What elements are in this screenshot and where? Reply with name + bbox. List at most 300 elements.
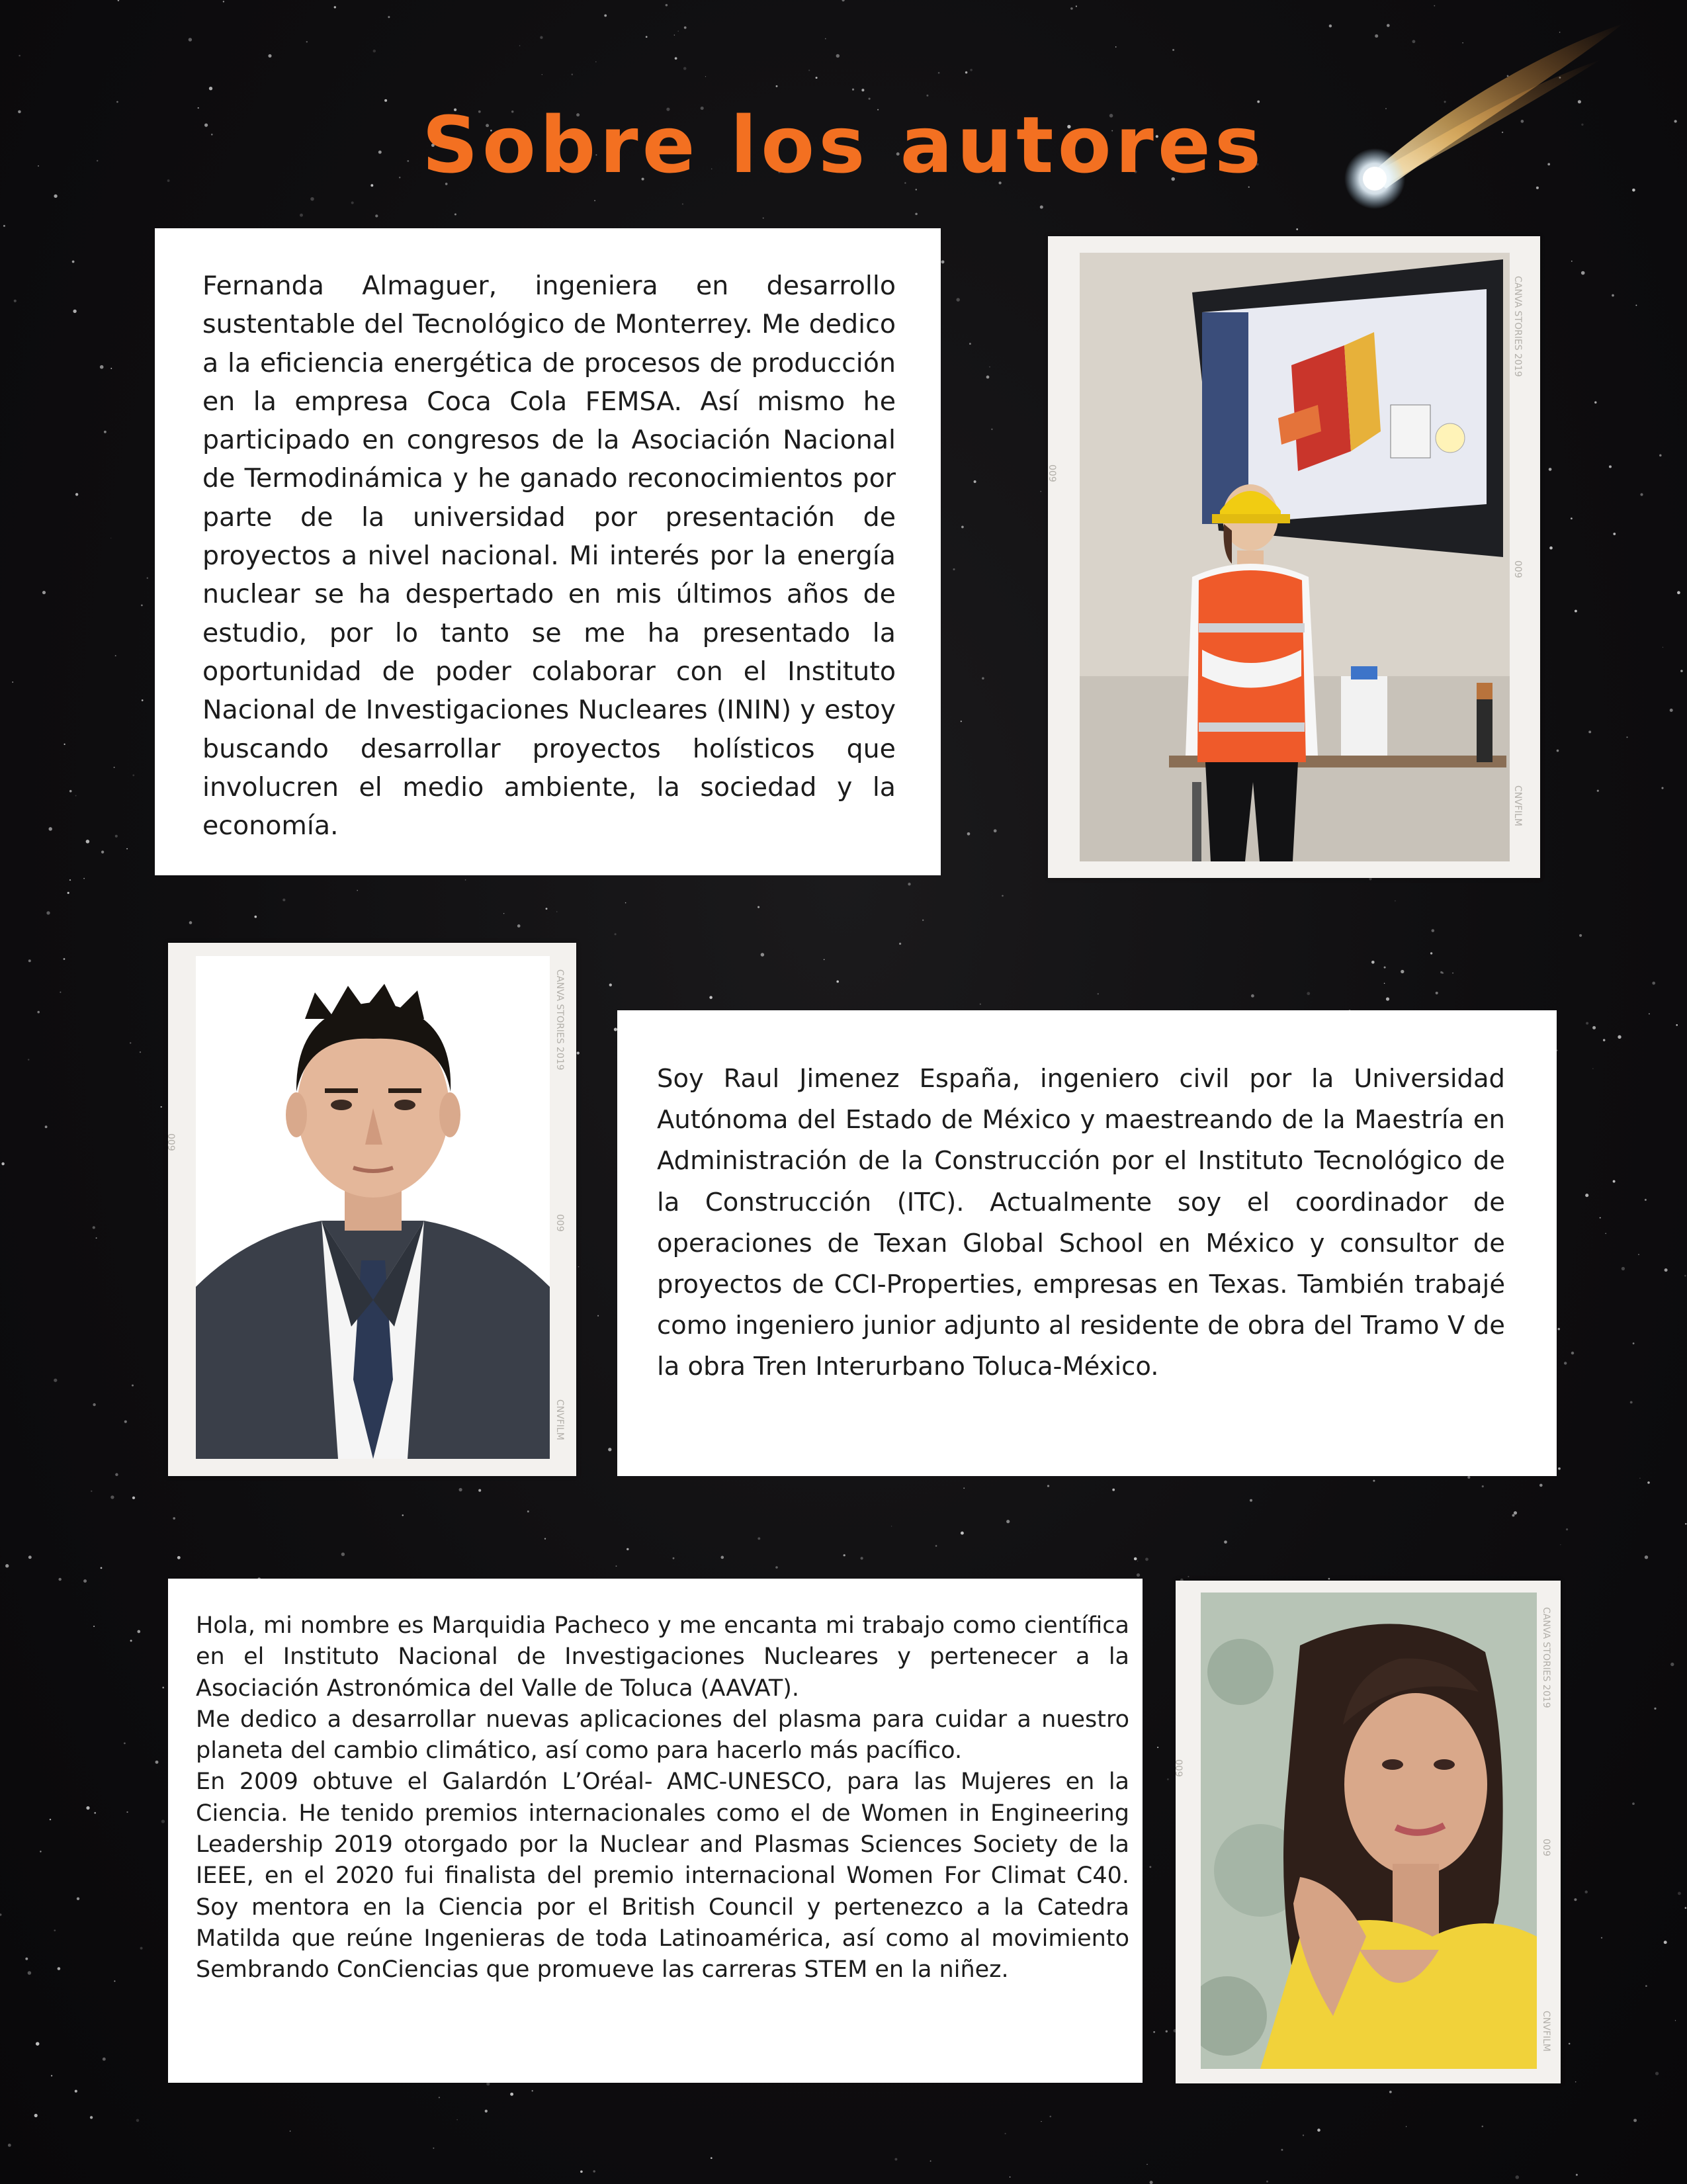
star bbox=[1612, 294, 1614, 297]
star bbox=[28, 1555, 32, 1559]
star bbox=[1146, 2164, 1147, 2165]
star bbox=[130, 1639, 132, 1641]
star bbox=[1665, 1268, 1668, 1272]
film-edge-label: 009 bbox=[1541, 1839, 1551, 1856]
star bbox=[209, 87, 212, 90]
bio-paragraph: Me dedico a desarrollar nuevas aplicaciones del plasma para cuidar a nuestro planeta del cambio climático, así como para hacerlo más pacífico. bbox=[196, 1706, 1129, 1765]
star bbox=[1317, 2128, 1320, 2132]
film-edge-label: CANVA STORIES 2019 bbox=[1512, 276, 1523, 377]
star bbox=[974, 480, 976, 483]
star bbox=[616, 1565, 617, 1567]
star bbox=[1654, 1708, 1656, 1710]
star bbox=[1639, 1478, 1640, 1479]
star bbox=[1685, 1907, 1687, 1909]
star bbox=[986, 376, 990, 379]
star bbox=[130, 1042, 131, 1043]
star bbox=[673, 1557, 675, 1559]
author-photo bbox=[1048, 236, 1540, 878]
bio-paragraph: Soy Raul Jimenez España, ingeniero civil por la Universidad Autónoma del Estado de México y maestreando de la Maestría en Administración de la Construcción por el Instituto Tecnológico de la Construcción (ITC). Actualmente soy el coordinador de operaciones de Texan Global School en México y consultor de proyectos de CCI-Properties, empresas en Texas. También trabajé como ingeniero junior adjunto al residente de obra del Tramo V de la obra Tren Interurbano Toluca-México. bbox=[657, 1064, 1505, 1382]
star bbox=[1584, 1890, 1587, 1893]
star bbox=[961, 526, 964, 529]
star bbox=[28, 1971, 32, 1975]
star bbox=[46, 911, 50, 914]
star bbox=[842, 0, 844, 1]
star bbox=[1645, 1985, 1647, 1987]
star bbox=[1571, 1352, 1574, 1354]
star bbox=[454, 214, 456, 216]
star bbox=[578, 1266, 580, 1268]
star bbox=[625, 902, 627, 904]
star bbox=[19, 55, 21, 57]
star bbox=[852, 89, 854, 91]
star bbox=[1250, 1499, 1252, 1502]
star bbox=[45, 1125, 48, 1128]
star bbox=[1664, 1941, 1667, 1944]
star bbox=[1575, 610, 1577, 613]
star bbox=[1647, 1481, 1650, 1484]
star bbox=[1137, 1573, 1140, 1577]
star bbox=[1649, 1014, 1650, 1015]
star bbox=[1585, 1194, 1588, 1197]
star bbox=[375, 214, 378, 217]
star bbox=[836, 54, 840, 58]
star bbox=[147, 578, 148, 579]
star bbox=[140, 1947, 143, 1950]
star bbox=[1371, 961, 1375, 964]
star bbox=[666, 4, 668, 7]
star bbox=[75, 2090, 77, 2093]
star bbox=[28, 959, 31, 962]
star bbox=[1630, 1401, 1633, 1404]
star bbox=[1685, 1523, 1686, 1524]
film-edge-label: 009 bbox=[1173, 1759, 1184, 1777]
film-edge-label: 009 bbox=[554, 1214, 565, 1232]
star bbox=[763, 218, 764, 219]
star bbox=[1571, 261, 1573, 262]
star bbox=[1145, 1557, 1148, 1561]
star bbox=[1618, 1035, 1621, 1039]
star bbox=[1512, 1514, 1515, 1516]
star bbox=[114, 1980, 115, 1982]
star bbox=[100, 365, 104, 369]
star bbox=[189, 921, 193, 924]
star bbox=[115, 655, 116, 656]
star bbox=[58, 1967, 61, 1970]
star bbox=[1516, 2175, 1520, 2179]
star bbox=[646, 36, 648, 38]
star bbox=[177, 1556, 181, 1559]
star bbox=[899, 943, 901, 945]
star bbox=[93, 1403, 95, 1406]
star bbox=[1467, 1476, 1470, 1479]
star bbox=[953, 568, 955, 570]
star bbox=[1560, 1544, 1561, 1545]
star bbox=[93, 1626, 95, 1627]
star bbox=[1661, 787, 1663, 789]
star bbox=[1047, 1485, 1049, 1487]
star bbox=[126, 848, 128, 850]
star bbox=[705, 76, 706, 77]
star bbox=[1172, 49, 1174, 51]
star bbox=[69, 790, 72, 793]
star bbox=[1115, 46, 1117, 48]
star bbox=[101, 851, 104, 853]
star bbox=[709, 996, 713, 999]
star bbox=[517, 924, 521, 928]
star bbox=[1040, 206, 1043, 209]
film-edge-label: CNVFILM bbox=[554, 1399, 565, 1440]
star bbox=[1070, 7, 1073, 10]
star bbox=[1050, 2116, 1052, 2118]
star bbox=[1678, 1892, 1681, 1895]
star bbox=[132, 1384, 134, 1386]
star bbox=[1389, 2091, 1392, 2093]
star bbox=[73, 310, 76, 313]
star bbox=[1436, 992, 1438, 994]
star bbox=[101, 1567, 103, 1569]
star bbox=[1166, 2031, 1168, 2032]
star bbox=[1558, 1467, 1561, 1470]
star bbox=[1633, 2118, 1637, 2122]
star bbox=[1677, 591, 1680, 594]
star bbox=[1452, 973, 1453, 974]
star bbox=[816, 77, 818, 79]
film-edge-label: CNVFILM bbox=[1541, 2011, 1551, 2052]
star bbox=[1574, 1898, 1577, 1901]
star bbox=[684, 26, 687, 29]
star bbox=[126, 1812, 128, 1813]
star bbox=[388, 16, 390, 18]
engineer-presenting-photo bbox=[1080, 253, 1510, 861]
film-edge-label: 009 bbox=[1047, 464, 1057, 482]
star bbox=[458, 1488, 462, 1491]
star bbox=[1549, 546, 1553, 550]
star bbox=[341, 1553, 345, 1556]
star bbox=[1640, 493, 1643, 496]
woman-smiling-portrait-photo bbox=[1201, 1593, 1537, 2069]
star bbox=[433, 2148, 434, 2149]
star bbox=[1566, 1528, 1568, 1530]
star bbox=[54, 195, 57, 198]
star bbox=[1401, 970, 1404, 973]
star bbox=[544, 1538, 546, 1540]
film-edge-label: 009 bbox=[165, 1133, 176, 1151]
star bbox=[1655, 2072, 1659, 2075]
star bbox=[970, 69, 973, 71]
star bbox=[136, 2119, 140, 2122]
star bbox=[1434, 5, 1435, 7]
star bbox=[808, 69, 810, 71]
bio-paragraph: Fernanda Almaguer, ingeniera en desarrollo sustentable del Tecnológico de Monterrey. Me dedico a la eficiencia energética de procesos de producción en la empresa Coca Cola FEMSA. Así mismo he participado en congresos de la Asociación Nacional de Termodinámica y he ganado reconocimientos por parte de la universidad por presentación de proyectos a nivel nacional. Mi interés por la energía nuclear se ha despertado en mis últimos años de estudio, por lo tanto se me ha presentado la oportunidad de poder colaborar con el Instituto Nacional de Investigaciones Nucleares (ININ) y estoy buscando desarrollar proyectos holísticos que involucren el medio ambiente, la sociedad y la economía. bbox=[202, 271, 896, 842]
bio-paragraph: En 2009 obtuve el Galardón L’Oréal- AMC-UNESCO, para las Mujeres en la Ciencia. He tenido premios internacionales como el de Women in Engineering Leadership 2019 otorgado por la Nuclear and Plasmas Sciences Society de la IEEE, en el 2020 fui finalista del premio internacional Women For Climat C40. Soy mentora en la Ciencia por el British Council y pertenezco a la Catedra Matilda que reúne Ingenieras de toda Latinoamérica, así como al movimiento Sembrando ConCiencias que promueve las carreras STEM en la niñez. bbox=[196, 1769, 1129, 1984]
star bbox=[223, 1, 224, 2]
star bbox=[115, 835, 118, 838]
star bbox=[1010, 2177, 1011, 2178]
star bbox=[1564, 1362, 1567, 1364]
star bbox=[8, 2144, 11, 2147]
star bbox=[36, 2042, 40, 2046]
star bbox=[1626, 736, 1627, 738]
star bbox=[1440, 971, 1442, 973]
star bbox=[1430, 952, 1432, 954]
star bbox=[956, 298, 959, 301]
star bbox=[1645, 1555, 1648, 1559]
star bbox=[254, 916, 257, 918]
star bbox=[922, 920, 924, 921]
star bbox=[1633, 1342, 1635, 1344]
star bbox=[1150, 2181, 1153, 2184]
star bbox=[25, 1958, 28, 1960]
star bbox=[86, 840, 90, 844]
star bbox=[50, 1819, 51, 1820]
star bbox=[836, 981, 839, 983]
film-edge-label: CANVA STORIES 2019 bbox=[554, 969, 565, 1070]
star bbox=[91, 1491, 92, 1492]
star bbox=[915, 213, 918, 216]
star bbox=[114, 767, 115, 768]
star bbox=[720, 1556, 724, 1559]
star bbox=[965, 71, 968, 74]
star bbox=[963, 1487, 965, 1489]
star bbox=[1600, 1217, 1601, 1219]
star bbox=[83, 1579, 87, 1583]
star bbox=[110, 538, 111, 539]
star bbox=[1134, 1557, 1137, 1561]
star bbox=[1006, 1520, 1010, 1523]
star bbox=[1149, 1866, 1151, 1868]
star bbox=[989, 367, 990, 368]
star bbox=[938, 72, 940, 74]
star bbox=[334, 6, 336, 8]
star bbox=[132, 1497, 135, 1499]
star bbox=[941, 260, 945, 263]
star bbox=[357, 890, 358, 891]
star bbox=[604, 15, 607, 17]
star bbox=[141, 605, 143, 607]
star bbox=[761, 953, 764, 956]
star bbox=[1188, 1576, 1189, 1577]
star bbox=[155, 1761, 159, 1764]
star bbox=[1594, 402, 1596, 404]
star bbox=[310, 197, 314, 201]
author-bio-card bbox=[168, 1579, 1143, 2083]
star bbox=[58, 1578, 61, 1581]
star bbox=[825, 38, 826, 40]
star bbox=[1613, 1180, 1616, 1183]
star bbox=[894, 2158, 897, 2161]
star bbox=[60, 992, 61, 993]
star bbox=[674, 34, 675, 36]
star bbox=[1635, 304, 1637, 306]
star bbox=[757, 1537, 760, 1540]
star bbox=[1167, 1778, 1169, 1780]
star bbox=[776, 85, 778, 87]
star bbox=[64, 958, 65, 960]
star bbox=[83, 878, 85, 879]
star bbox=[72, 261, 75, 263]
star bbox=[1005, 2133, 1006, 2134]
star bbox=[300, 214, 303, 217]
star bbox=[991, 429, 992, 430]
star bbox=[1571, 517, 1573, 519]
star bbox=[532, 2090, 533, 2091]
star bbox=[1670, 709, 1673, 712]
star bbox=[775, 1566, 778, 1569]
star bbox=[54, 1929, 56, 1931]
star bbox=[0, 1913, 1, 1915]
film-edge-label: CANVA STORIES 2019 bbox=[1541, 1607, 1551, 1708]
bio-paragraph: Hola, mi nombre es Marquidia Pacheco y me encanta mi trabajo como científica en el Instituto Nacional de Investigaciones Nucleares y pertenecer a la Asociación Astronómica del Valle de Toluca (AAVAT). bbox=[196, 1612, 1129, 1702]
star bbox=[1652, 982, 1655, 985]
star bbox=[540, 36, 542, 39]
star bbox=[1581, 271, 1585, 275]
star bbox=[572, 73, 573, 75]
star bbox=[1592, 1026, 1596, 1029]
star bbox=[14, 300, 17, 302]
star bbox=[1645, 1199, 1647, 1201]
star bbox=[609, 984, 612, 986]
star bbox=[593, 2170, 595, 2173]
star bbox=[1601, 1937, 1602, 1939]
star bbox=[982, 677, 984, 680]
star bbox=[485, 2110, 488, 2113]
star bbox=[608, 1448, 611, 1451]
star bbox=[961, 1532, 964, 1535]
star bbox=[675, 57, 677, 60]
star bbox=[1676, 1024, 1678, 1026]
star bbox=[1675, 2020, 1676, 2021]
star bbox=[1328, 1578, 1330, 1580]
film-edge-label: CNVFILM bbox=[1512, 785, 1523, 826]
star bbox=[37, 1011, 40, 1014]
star bbox=[503, 913, 504, 914]
star bbox=[42, 591, 46, 594]
star bbox=[282, 898, 285, 901]
star bbox=[1307, 992, 1310, 995]
star bbox=[980, 1004, 981, 1005]
star bbox=[580, 2170, 583, 2173]
star bbox=[1609, 465, 1612, 468]
star bbox=[110, 368, 112, 369]
star bbox=[40, 1851, 41, 1852]
star bbox=[1605, 1233, 1606, 1234]
star bbox=[64, 744, 65, 745]
star bbox=[577, 1051, 580, 1054]
star bbox=[77, 1898, 79, 1900]
man-in-suit-portrait-photo bbox=[196, 956, 550, 1459]
star bbox=[844, 1554, 845, 1556]
author-photo bbox=[165, 943, 576, 1476]
star bbox=[67, 892, 69, 894]
star bbox=[48, 827, 52, 830]
star bbox=[1251, 994, 1254, 998]
star bbox=[1670, 1663, 1674, 1666]
star bbox=[268, 54, 271, 58]
page-title: Sobre los autores bbox=[421, 99, 1266, 191]
star bbox=[115, 1473, 118, 1477]
star bbox=[1539, 1484, 1543, 1487]
star bbox=[103, 2058, 106, 2061]
star bbox=[711, 2157, 713, 2159]
star bbox=[439, 2097, 440, 2098]
star bbox=[926, 95, 928, 97]
star bbox=[456, 2119, 458, 2120]
star bbox=[465, 879, 466, 881]
star bbox=[935, 1545, 937, 1547]
star bbox=[615, 933, 617, 935]
star bbox=[69, 879, 71, 881]
star bbox=[510, 2093, 513, 2096]
star bbox=[104, 431, 107, 433]
star bbox=[1603, 1039, 1605, 1041]
star bbox=[1, 1162, 4, 1165]
star bbox=[86, 1806, 89, 1810]
star bbox=[1384, 983, 1385, 984]
star bbox=[627, 1548, 628, 1550]
star bbox=[527, 1510, 529, 1512]
star bbox=[1266, 2181, 1268, 2183]
star bbox=[683, 67, 687, 70]
star bbox=[1588, 730, 1591, 733]
star bbox=[373, 50, 376, 52]
star bbox=[161, 1819, 165, 1823]
star bbox=[961, 721, 962, 722]
star bbox=[137, 1630, 140, 1634]
star bbox=[1384, 967, 1386, 969]
star bbox=[1224, 1540, 1227, 1544]
star bbox=[1303, 2134, 1304, 2136]
star bbox=[478, 1489, 481, 1492]
star bbox=[994, 829, 997, 832]
star bbox=[75, 493, 78, 496]
star bbox=[90, 2116, 93, 2118]
star bbox=[1153, 2031, 1155, 2033]
author-bio-card bbox=[617, 1010, 1557, 1476]
star bbox=[556, 911, 558, 912]
star bbox=[1514, 1511, 1517, 1514]
star bbox=[118, 0, 120, 1]
star bbox=[546, 908, 548, 910]
star bbox=[140, 1051, 141, 1053]
star bbox=[1373, 1480, 1375, 1482]
star bbox=[1569, 2043, 1571, 2045]
star bbox=[1684, 1275, 1686, 1277]
star bbox=[1597, 790, 1599, 792]
star bbox=[306, 41, 308, 42]
star bbox=[1638, 1254, 1639, 1255]
star bbox=[110, 1495, 114, 1499]
film-edge-label: 009 bbox=[1512, 560, 1523, 578]
star bbox=[1432, 929, 1435, 932]
star bbox=[34, 2114, 38, 2117]
star bbox=[54, 1379, 57, 1382]
star bbox=[12, 681, 13, 683]
star bbox=[162, 1686, 164, 1688]
star bbox=[860, 1557, 863, 1559]
star bbox=[173, 1517, 175, 1520]
star bbox=[1680, 670, 1683, 672]
star bbox=[1557, 750, 1559, 752]
star bbox=[1659, 455, 1662, 457]
star bbox=[1579, 934, 1582, 937]
star bbox=[1002, 895, 1004, 897]
star bbox=[1632, 1802, 1635, 1805]
star bbox=[1281, 2149, 1283, 2151]
star bbox=[142, 699, 144, 701]
star bbox=[597, 1315, 599, 1317]
star bbox=[3, 225, 5, 227]
star bbox=[682, 203, 683, 204]
